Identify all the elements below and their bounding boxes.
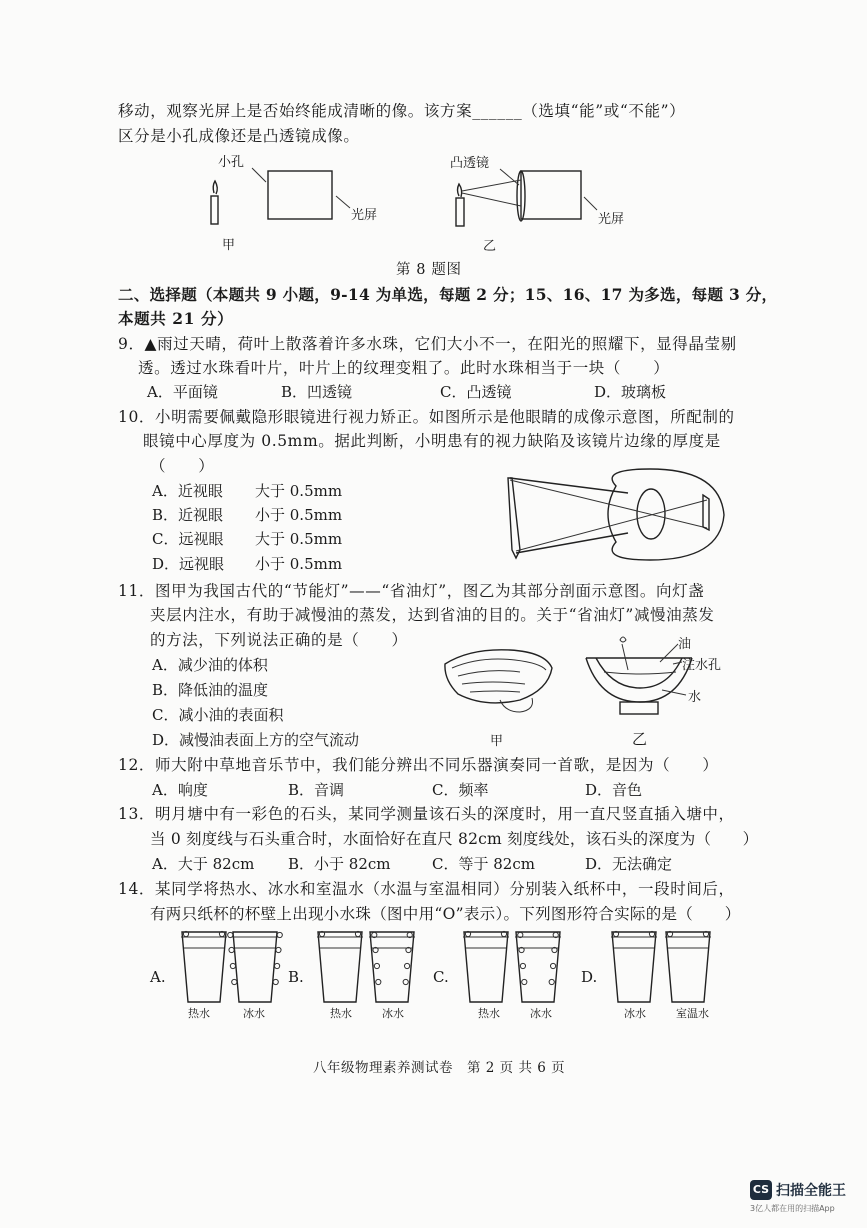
q9-option-d: D．玻璃板	[594, 383, 667, 401]
q8-label-jia: 甲	[222, 238, 236, 253]
page-footer: 八年级物理素养测试卷 第 2 页 共 6 页	[313, 1060, 566, 1076]
q14-c-right-label: 冰水	[530, 1007, 552, 1020]
q14-a-left-label: 热水	[188, 1007, 210, 1020]
q10-option-b-value: 小于 0.5mm	[255, 506, 343, 524]
cup-a-right	[228, 932, 283, 1002]
q14-b-right-label: 冰水	[382, 1007, 404, 1020]
q10-option-a-value: 大于 0.5mm	[255, 482, 343, 500]
watermark-title: 扫描全能王	[776, 1183, 846, 1199]
q13-option-b: B．小于 82cm	[288, 855, 391, 873]
q11-line3: 的方法，下列说法正确的是（ ）	[150, 631, 408, 649]
q14-c-left-label: 热水	[478, 1007, 500, 1020]
q8-label-pinhole: 小孔	[218, 155, 245, 170]
q11-option-d: D．减慢油表面上方的空气流动	[152, 731, 360, 749]
q14-d-right-label: 室温水	[676, 1007, 709, 1020]
q14-line2: 有两只纸杯的杯壁上出现小水珠（图中用“O”表示）。下列图形符合实际的是（ ）	[150, 905, 741, 923]
q14-d-left-label: 冰水	[624, 1007, 646, 1020]
q10-line3: （ ）	[150, 457, 215, 475]
q8-label-lens: 凸透镜	[450, 156, 490, 171]
q11-option-c: C．减小油的表面积	[152, 706, 284, 724]
q13-option-a: A．大于 82cm	[152, 855, 255, 873]
q11-line1: 11．图甲为我国古代的“节能灯”——“省油灯”，图乙为其部分剖面示意图。向灯盏	[118, 582, 705, 600]
cup-b-left	[317, 931, 363, 1002]
scanner-logo-icon: CS	[750, 1180, 772, 1200]
q10-option-d-value: 小于 0.5mm	[255, 555, 343, 573]
cup-c-right	[515, 932, 561, 1002]
cup-a-left	[181, 931, 227, 1002]
q12-line1: 12．师大附中草地音乐节中，我们能分辨出不同乐器演奏同一首歌，是因为（ ）	[118, 756, 719, 774]
q12-option-b: B．音调	[288, 781, 345, 799]
q14-b-left-label: 热水	[330, 1007, 352, 1020]
watermark-subtitle: 3亿人都在用的扫描App	[750, 1204, 835, 1213]
q12-option-a: A．响度	[152, 781, 208, 799]
q14-option-d-letter: D.	[581, 968, 598, 986]
cup-c-left	[463, 931, 509, 1002]
section2-header-line2: 本题共 21 分）	[118, 309, 234, 328]
q14-option-b-letter: B.	[288, 968, 304, 986]
q11-line2: 夹层内注水，有助于减慢油的蒸发，达到省油的目的。关于“省油灯”减慢油蒸发	[150, 606, 715, 624]
q10-option-d-letter: D．远视眼	[152, 555, 225, 573]
q11-label-yi: 乙	[632, 730, 648, 748]
q9-line2: 透。透过水珠看叶片，叶片上的纹理变粗了。此时水珠相当于一块（ ）	[138, 359, 670, 377]
q11-label-inlet: 注水孔	[682, 658, 722, 673]
q8-label-screen-b: 光屏	[598, 212, 625, 227]
q9-option-b: B．凹透镜	[281, 383, 353, 401]
q10-line2: 眼镜中心厚度为 0.5mm。据此判断，小明患有的视力缺陷及该镜片边缘的厚度是	[143, 432, 721, 450]
q10-option-b-letter: B．近视眼	[152, 506, 224, 524]
cup-b-right	[369, 932, 415, 1002]
q8-label-yi: 乙	[483, 239, 497, 254]
q14-a-right-label: 冰水	[243, 1007, 265, 1020]
q13-option-d: D．无法确定	[585, 855, 673, 873]
q10-line1: 10．小明需要佩戴隐形眼镜进行视力矫正。如图所示是他眼睛的成像示意图，所配制的	[118, 408, 735, 426]
q8-label-screen-a: 光屏	[351, 208, 378, 223]
q9-option-a: A．平面镜	[147, 383, 218, 401]
q13-line2: 当 0 刻度线与石头重合时，水面恰好在直尺 82cm 刻度线处，该石头的深度为（ ）	[150, 830, 759, 848]
q8-text-line2: 区分是小孔成像还是凸透镜成像。	[118, 127, 360, 145]
cup-d-left	[611, 931, 657, 1002]
q8-caption: 第 8 题图	[396, 262, 462, 278]
q14-option-a-letter: A.	[150, 968, 166, 986]
q12-option-d: D．音色	[585, 781, 643, 799]
q11-option-a: A．减少油的体积	[152, 656, 268, 674]
q10-option-a-letter: A．近视眼	[152, 482, 223, 500]
q8-text-line1: 移动，观察光屏上是否始终能成清晰的像。该方案______（选填“能”或“不能”）	[118, 102, 686, 120]
q9-option-c: C．凸透镜	[440, 383, 512, 401]
q11-label-water: 水	[688, 690, 702, 705]
q11-label-oil: 油	[678, 637, 692, 652]
q13-line1: 13．明月塘中有一彩色的石头，某同学测量该石头的深度时，用一直尺竖直插入塘中，	[118, 805, 735, 823]
section2-header-line1: 二、选择题（本题共 9 小题，9-14 为单选，每题 2 分；15、16、17 为多选，每题 3 分，	[118, 285, 778, 304]
q14-line1: 14．某同学将热水、冰水和室温水（水温与室温相同）分别装入纸杯中，一段时间后，	[118, 880, 735, 898]
q10-option-c-value: 大于 0.5mm	[255, 530, 343, 548]
q11-label-jia: 甲	[490, 734, 504, 749]
q10-option-c-letter: C．远视眼	[152, 530, 224, 548]
q11-option-b: B．降低油的温度	[152, 681, 269, 699]
cup-d-right	[665, 931, 711, 1002]
q9-line1: 9．▲雨过天晴，荷叶上散落着许多水珠，它们大小不一，在阳光的照耀下，显得晶莹剔	[118, 335, 737, 353]
q12-option-c: C．频率	[432, 781, 489, 799]
q14-option-c-letter: C.	[433, 968, 449, 986]
q13-option-c: C．等于 82cm	[432, 855, 535, 873]
